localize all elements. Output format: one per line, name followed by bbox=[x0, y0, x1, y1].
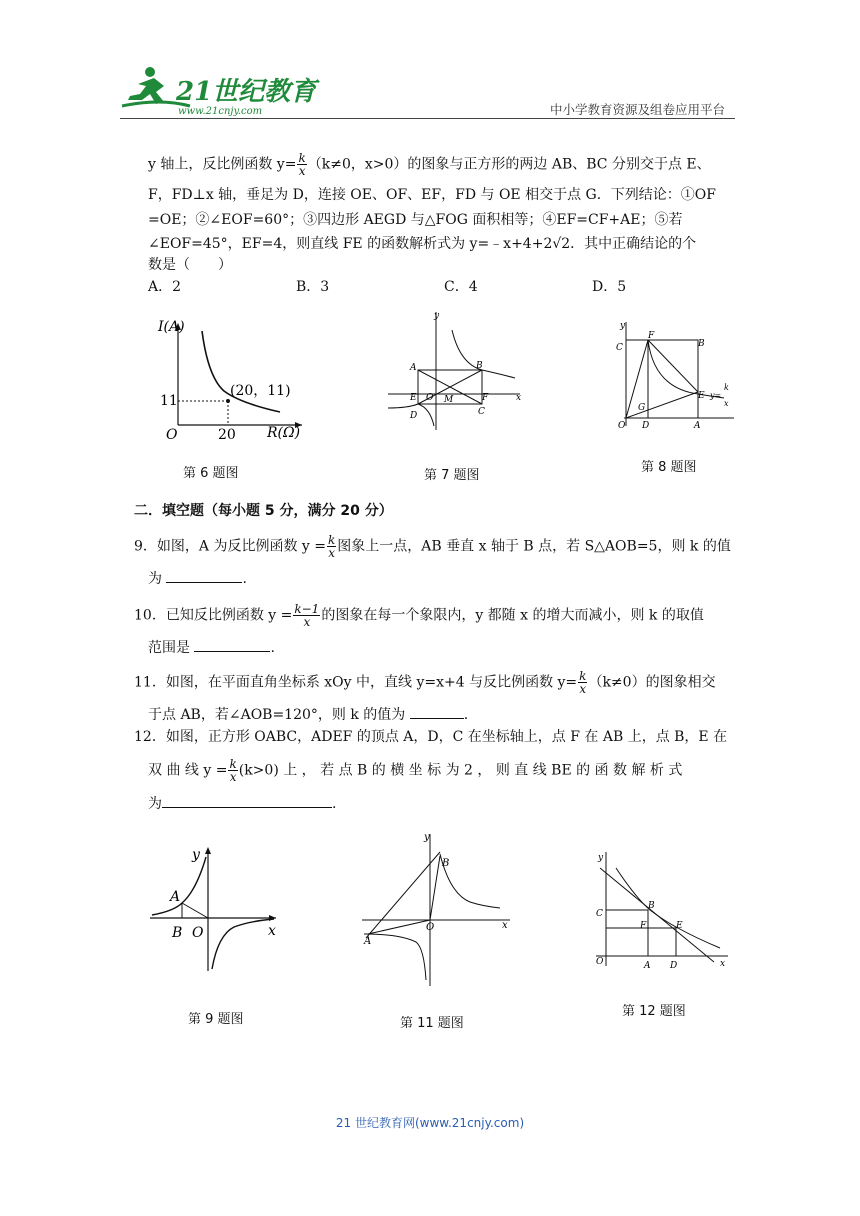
svg-text:E: E bbox=[410, 393, 417, 403]
caption-fig9: 第 9 题图 bbox=[188, 1012, 244, 1027]
answer-blank[interactable] bbox=[194, 637, 270, 652]
svg-text:O: O bbox=[618, 421, 626, 431]
q10-line2: 范围是 . bbox=[148, 637, 275, 658]
option-d: D．5 bbox=[592, 279, 627, 295]
q8-line4: ∠EOF=45°，EF=4，则直线 FE 的函数解析式为 y=﹣x+4+2√2．其中正确结论的个 bbox=[148, 236, 697, 252]
svg-text:21世纪教育: 21世纪教育 bbox=[176, 77, 317, 107]
svg-text:G: G bbox=[638, 403, 646, 413]
svg-text:O: O bbox=[426, 922, 435, 933]
svg-text:(20，11): (20，11) bbox=[230, 383, 291, 399]
svg-text:x: x bbox=[502, 920, 508, 931]
q9-line1: 9．如图，A 为反比例函数 y = $\frac{k}{x}$ 图象上一点，AB 垂直 x 轴于 B 点，若 S△AOB=5，则 k 的值 bbox=[134, 533, 731, 560]
svg-text:x: x bbox=[268, 923, 276, 939]
q8-line3: =OE；②∠EOF=60°；③四边形 AEGD 与△FOG 面积相等；④EF=CF+AE；⑤若 bbox=[148, 212, 683, 228]
caption-fig12: 第 12 题图 bbox=[622, 1004, 686, 1019]
fraction-k-over-x: $\frac{k}{x}$ bbox=[298, 151, 306, 178]
option-c: C．4 bbox=[444, 279, 478, 295]
q8-line5: 数是（ ） bbox=[148, 257, 232, 273]
platform-name: 中小学教育资源及组卷应用平台 bbox=[549, 102, 725, 117]
svg-text:y: y bbox=[598, 853, 604, 863]
figure-7 bbox=[380, 308, 525, 438]
figure-6 bbox=[150, 315, 310, 440]
section-title-fill-in: 二．填空题（每小题 5 分，满分 20 分） bbox=[134, 503, 393, 519]
svg-text:D: D bbox=[410, 411, 418, 421]
svg-text:R(Ω): R(Ω) bbox=[267, 425, 301, 440]
svg-text:A: A bbox=[410, 363, 417, 373]
svg-text:I(A): I(A) bbox=[158, 319, 185, 335]
figure-11 bbox=[360, 830, 515, 990]
logo-21cnjy bbox=[120, 62, 350, 118]
caption-fig8: 第 8 题图 bbox=[641, 460, 697, 475]
svg-text:y: y bbox=[424, 832, 430, 843]
svg-text:O: O bbox=[166, 427, 178, 440]
svg-text:B: B bbox=[476, 361, 483, 371]
svg-text:D: D bbox=[642, 421, 650, 431]
svg-text:y: y bbox=[434, 311, 440, 321]
svg-text:B: B bbox=[172, 925, 183, 941]
svg-text:C: C bbox=[596, 909, 603, 919]
svg-text:k: k bbox=[724, 383, 729, 392]
q8-line2: F，FD⊥x 轴，垂足为 D，连接 OE、OF、EF，FD 与 OE 相交于点 G．下列结论：①OF bbox=[148, 187, 716, 203]
q11-line2: 于点 AB，若∠AOB=120°，则 k 的值为 . bbox=[148, 704, 468, 725]
figure-9 bbox=[148, 845, 278, 975]
answer-blank[interactable] bbox=[410, 704, 464, 719]
q8-line1: y 轴上，反比例函数 y= $\frac{k}{x}$ （k≠0，x>0）的图象与正方形的两边 AB、BC 分别交于点 E、 bbox=[148, 151, 711, 178]
svg-text:A: A bbox=[170, 889, 181, 905]
svg-text:F: F bbox=[482, 393, 489, 403]
svg-text:11: 11 bbox=[160, 393, 178, 409]
svg-text:M: M bbox=[444, 395, 454, 405]
svg-text:C: C bbox=[616, 343, 623, 353]
q11-line1: 11．如图，在平面直角坐标系 xOy 中，直线 y=x+4 与反比例函数 y= $\frac{k}{x}$ （k≠0）的图象相交 bbox=[134, 669, 716, 696]
svg-text:B: B bbox=[442, 858, 450, 869]
svg-text:F: F bbox=[640, 921, 647, 931]
caption-fig6: 第 6 题图 bbox=[183, 466, 239, 481]
svg-text:A: A bbox=[644, 961, 651, 971]
q12-line1: 12．如图，正方形 OABC，ADEF 的顶点 A，D，C 在坐标轴上，点 F 在 AB 上，点 B，E 在 bbox=[134, 729, 728, 745]
svg-text:y: y bbox=[620, 321, 626, 331]
figure-8 bbox=[612, 318, 742, 433]
svg-text:O: O bbox=[426, 393, 434, 403]
option-b: B．3 bbox=[296, 279, 330, 295]
caption-fig7: 第 7 题图 bbox=[424, 468, 480, 483]
figure-12 bbox=[590, 848, 730, 973]
svg-text:B: B bbox=[698, 339, 705, 349]
q12-line2: 双 曲 线 y = $\frac{k}{x}$ (k>0) 上 ， 若 点 B 的 横 坐 标 为 2 ， 则 直 线 BE 的 函 数 解 析 式 bbox=[148, 757, 683, 784]
q9-line2: 为 . bbox=[148, 568, 247, 589]
svg-text:F: F bbox=[648, 331, 655, 341]
option-a: A．2 bbox=[148, 279, 182, 295]
svg-text:x: x bbox=[516, 393, 522, 403]
page-header bbox=[120, 62, 735, 120]
answer-blank[interactable] bbox=[162, 793, 332, 808]
footer-link[interactable]: 21 世纪教育网(www.21cnjy.com) bbox=[335, 1116, 525, 1130]
header-rule bbox=[120, 118, 735, 119]
svg-text:O: O bbox=[192, 925, 204, 941]
caption-fig11: 第 11 题图 bbox=[400, 1016, 464, 1031]
svg-text:A: A bbox=[694, 421, 701, 431]
svg-text:x: x bbox=[724, 399, 729, 408]
svg-text:x: x bbox=[720, 959, 726, 969]
svg-text:y=: y= bbox=[710, 391, 722, 400]
svg-text:O: O bbox=[596, 957, 604, 967]
svg-text:C: C bbox=[478, 407, 485, 417]
svg-text:A: A bbox=[364, 936, 372, 947]
svg-text:20: 20 bbox=[218, 427, 236, 440]
answer-blank[interactable] bbox=[166, 568, 242, 583]
q10-line1: 10．已知反比例函数 y = $\frac{k-1}{x}$ 的图象在每一个象限内，y 都随 x 的增大而减小，则 k 的取值 bbox=[134, 602, 704, 629]
svg-text:E: E bbox=[698, 391, 705, 401]
svg-text:D: D bbox=[670, 961, 678, 971]
svg-text:www.21cnjy.com: www.21cnjy.com bbox=[178, 106, 263, 117]
svg-text:E: E bbox=[676, 921, 683, 931]
svg-text:B: B bbox=[648, 901, 655, 911]
svg-text:y: y bbox=[192, 847, 200, 863]
q12-line3: 为 . bbox=[148, 793, 336, 814]
